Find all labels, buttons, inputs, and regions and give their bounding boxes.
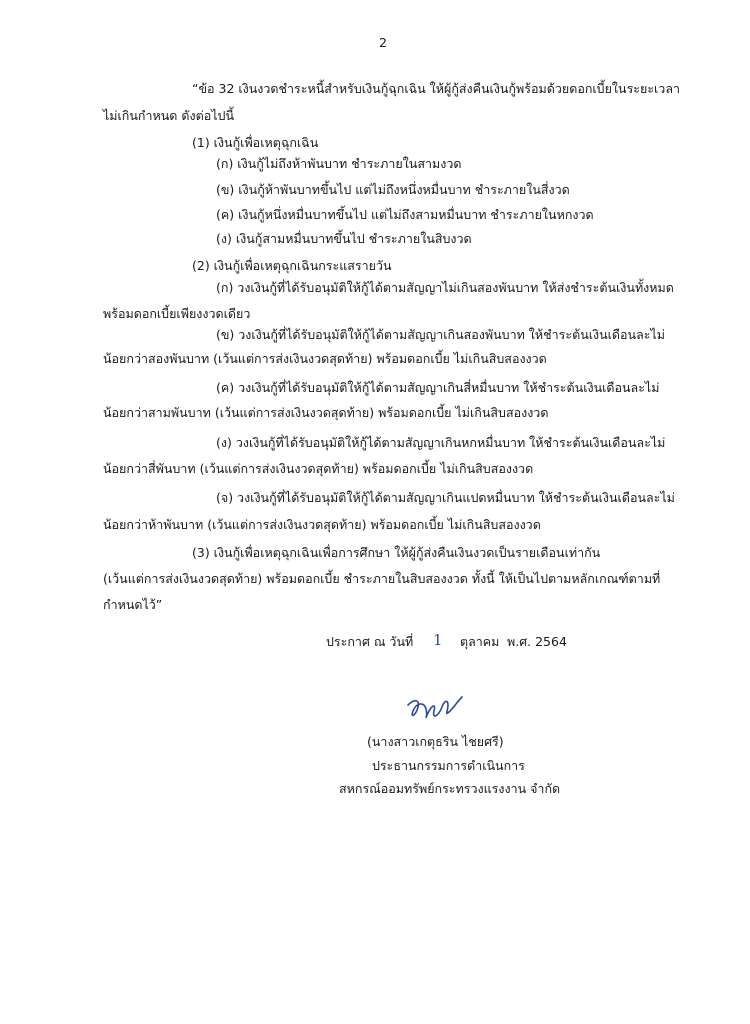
section-1-item: (ค) เงินกู้หนึ่งหมื่นบาทขึ้นไป แต่ไม่ถึงสามหมื่นบาท ชำระภายในหกงวด	[216, 207, 594, 222]
section-2-item-line-1: (ง) วงเงินกู้ที่ได้รับอนุมัติให้กู้ได้ตามสัญญาเกินหกหมื่นบาท ให้ชำระต้นเงินเดือนละไม่	[216, 435, 666, 450]
section-1-item: (ข) เงินกู้ห้าพันบาทขึ้นไป แต่ไม่ถึงหนึ่งหมื่นบาท ชำระภายในสี่งวด	[216, 182, 570, 197]
section-3-line-1: (3) เงินกู้เพื่อเหตุฉุกเฉินเพื่อการศึกษา ให้ผู้กู้ส่งคืนเงินงวดเป็นรายเดือนเท่ากัน	[192, 545, 601, 560]
section-2-item-line-1: (ก) วงเงินกู้ที่ได้รับอนุมัติให้กู้ได้ตามสัญญาไม่เกินสองพันบาท ให้ส่งชำระต้นเงินทั้งหมด	[216, 280, 674, 295]
section-3-line-3: กำหนดไว้”	[103, 597, 163, 612]
signature-image	[404, 691, 466, 725]
section-2-item-line-2: น้อยกว่าสองพันบาท (เว้นแต่การส่งเงินงวดสุดท้าย) พร้อมดอกเบี้ย ไม่เกินสิบสองงวด	[103, 351, 547, 366]
section-2-item-line-2: น้อยกว่าสี่พันบาท (เว้นแต่การส่งเงินงวดสุดท้าย) พร้อมดอกเบี้ย ไม่เกินสิบสองงวด	[103, 461, 534, 476]
section-2-item-line-1: (ข) วงเงินกู้ที่ได้รับอนุมัติให้กู้ได้ตามสัญญาเกินสองพันบาท ให้ชำระต้นเงินเดือนละไม่	[216, 327, 666, 342]
signatory-position: ประธานกรรมการดำเนินการ	[372, 758, 525, 773]
section-3-line-2: (เว้นแต่การส่งเงินงวดสุดท้าย) พร้อมดอกเบี้ย ชำระภายในสิบสองงวด ทั้งนี้ ให้เป็นไปตามหลักเกณฑ์ตามที่	[103, 571, 661, 586]
section-2-item-line-2: น้อยกว่าห้าพันบาท (เว้นแต่การส่งเงินงวดสุดท้าย) พร้อมดอกเบี้ย ไม่เกินสิบสองงวด	[103, 517, 541, 532]
announcement-day: 1	[433, 631, 443, 649]
signatory-name: (นางสาวเกตุธริน ไชยศรี)	[367, 734, 504, 749]
section-2-item-line-2: พร้อมดอกเบี้ยเพียงงวดเดียว	[103, 306, 251, 321]
section-2-item-line-2: น้อยกว่าสามพันบาท (เว้นแต่การส่งเงินงวดสุดท้าย) พร้อมดอกเบี้ย ไม่เกินสิบสองงวด	[103, 405, 549, 420]
section-1-heading: (1) เงินกู้เพื่อเหตุฉุกเฉิน	[192, 135, 319, 150]
signatory-organization: สหกรณ์ออมทรัพย์กระทรวงแรงงาน จำกัด	[339, 781, 561, 796]
intro-line-1: “ข้อ 32 เงินงวดชำระหนี้สำหรับเงินกู้ฉุกเฉิน ให้ผู้กู้ส่งคืนเงินกู้พร้อมด้วยดอกเบี้ยในระยะเวลา	[192, 81, 681, 96]
section-1-item: (ง) เงินกู้สามหมื่นบาทขึ้นไป ชำระภายในสิบงวด	[216, 231, 472, 246]
page-number: 2	[379, 35, 387, 50]
section-1-item: (ก) เงินกู้ไม่ถึงห้าพันบาท ชำระภายในสามงวด	[216, 156, 462, 171]
section-2-item-line-1: (จ) วงเงินกู้ที่ได้รับอนุมัติให้กู้ได้ตามสัญญาเกินแปดหมื่นบาท ให้ชำระต้นเงินเดือนละไม่	[216, 490, 675, 505]
announcement-month: ตุลาคม	[460, 634, 500, 649]
intro-line-2: ไม่เกินกำหนด ดังต่อไปนี้	[103, 108, 234, 123]
announcement-year: พ.ศ. 2564	[507, 634, 567, 649]
section-2-heading: (2) เงินกู้เพื่อเหตุฉุกเฉินกระแสรายวัน	[192, 258, 392, 273]
section-2-item-line-1: (ค) วงเงินกู้ที่ได้รับอนุมัติให้กู้ได้ตามสัญญาเกินสี่หมื่นบาท ให้ชำระต้นเงินเดือนละไม่	[216, 380, 660, 395]
announcement-prefix: ประกาศ ณ วันที่	[326, 634, 414, 649]
